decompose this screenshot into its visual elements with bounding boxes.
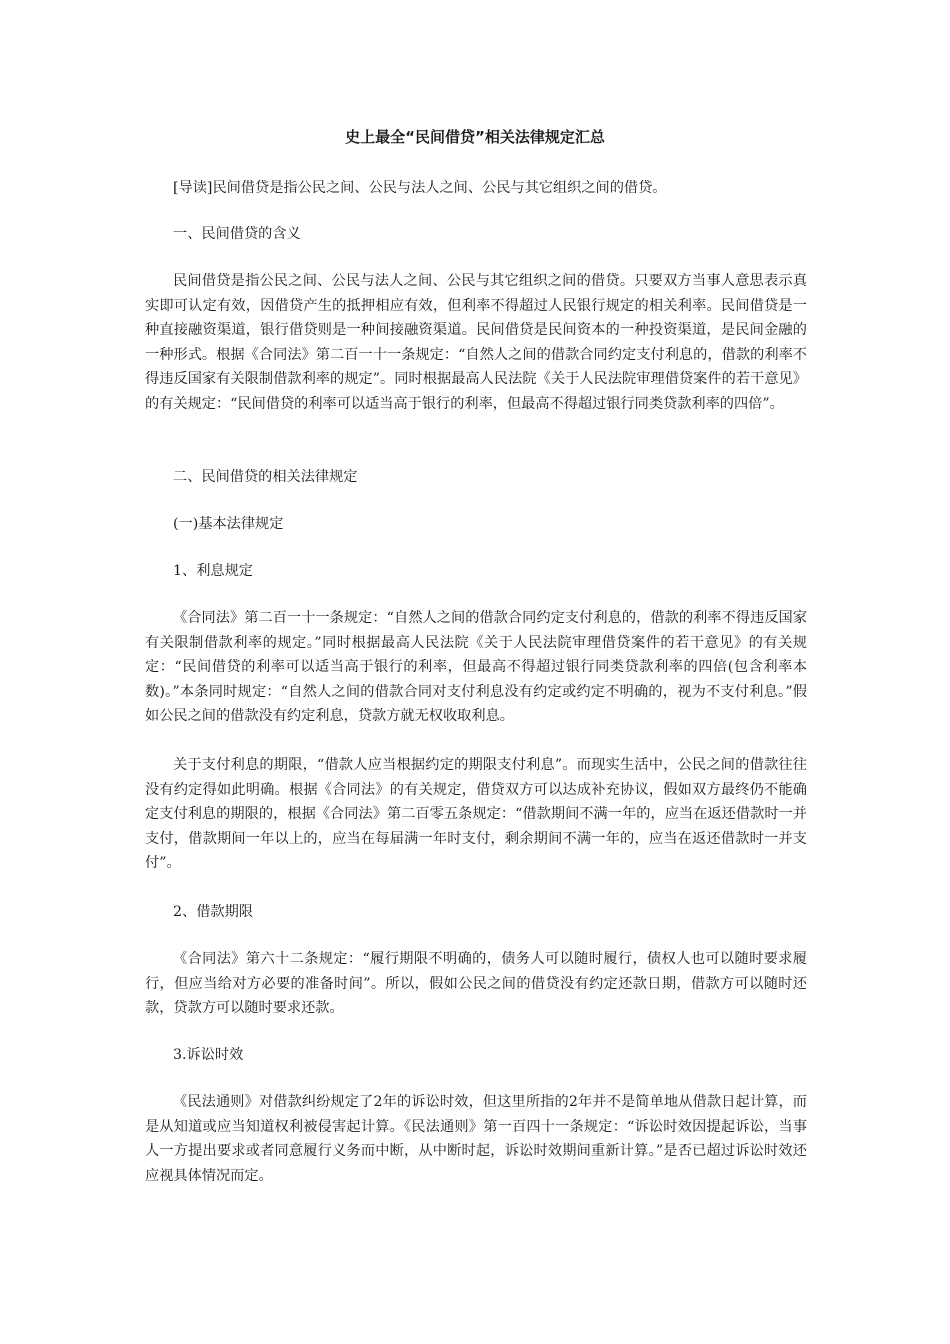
- section1-heading: 一、民间借贷的含义: [173, 226, 301, 242]
- item1-body-2: 关于支付利息的期限，“借款人应当根据约定的期限支付利息”。而现实生活中，公民之间的借款往往没有约定得如此明确。根据《合同法》的有关规定，借贷双方可以达成补充协议，假如双方最终仍不能确定支付利息的期限的，根据《合同法》第二百零五条规定：“借款期间不满一年的，应当在返还借款时一并支付，借款期间一年以上的，应当在每届满一年时支付，剩余期间不满一年的，应当在返还借款时一并支付”。: [145, 757, 807, 871]
- item3-heading: 3.诉讼时效: [173, 1047, 244, 1063]
- document-title: 史上最全“民间借贷”相关法律规定汇总: [345, 128, 605, 146]
- item2-heading: 2、借款期限: [173, 904, 253, 920]
- item2-body: 《合同法》第六十二条规定：“履行期限不明确的，债务人可以随时履行，债权人也可以随时要求履行，但应当给对方必要的准备时间”。所以，假如公民之间的借贷没有约定还款日期，借款方可以随时还款，贷款方可以随时要求还款。: [145, 951, 807, 1016]
- section1-body: 民间借贷是指公民之间、公民与法人之间、公民与其它组织之间的借贷。只要双方当事人意思表示真实即可认定有效，因借贷产生的抵押相应有效，但利率不得超过人民银行规定的相关利率。民间借贷是一种直接融资渠道，银行借贷则是一种间接融资渠道。民间借贷是民间资本的一种投资渠道，是民间金融的一种形式。根据《合同法》第二百一十一条规定：“自然人之间的借款合同约定支付利息的，借款的利率不得违反国家有关限制借款利率的规定”。同时根据最高人民法院《关于人民法院审理借贷案件的若干意见》的有关规定：“民间借贷的利率可以适当高于银行的利率，但最高不得超过银行同类贷款利率的四倍”。: [145, 273, 807, 412]
- item1-body-1: 《合同法》第二百一十一条规定：“自然人之间的借款合同约定支付利息的，借款的利率不得违反国家有关限制借款利率的规定。”同时根据最高人民法院《关于人民法院审理借贷案件的若干意见》的有关规定：“民间借贷的利率可以适当高于银行的利率，但最高不得超过银行同类贷款利率的四倍(包含利率本数)。”本条同时规定：“自然人之间的借款合同对支付利息没有约定或约定不明确的，视为不支付利息。”假如公民之间的借款没有约定利息，贷款方就无权收取利息。: [145, 610, 807, 724]
- item3-body: 《民法通则》对借款纠纷规定了2年的诉讼时效，但这里所指的2年并不是简单地从借款日起计算，而是从知道或应当知道权利被侵害起计算。《民法通则》第一百四十一条规定：“诉讼时效因提起诉讼，当事人一方提出要求或者同意履行义务而中断，从中断时起，诉讼时效期间重新计算。”是否已超过诉讼时效还应视具体情况而定。: [145, 1094, 807, 1184]
- item1-heading: 1、利息规定: [173, 563, 253, 579]
- section2-heading: 二、民间借贷的相关法律规定: [173, 469, 358, 485]
- subsection1-heading: (一)基本法律规定: [173, 516, 284, 532]
- intro-paragraph: [导读]民间借贷是指公民之间、公民与法人之间、公民与其它组织之间的借贷。: [173, 180, 667, 196]
